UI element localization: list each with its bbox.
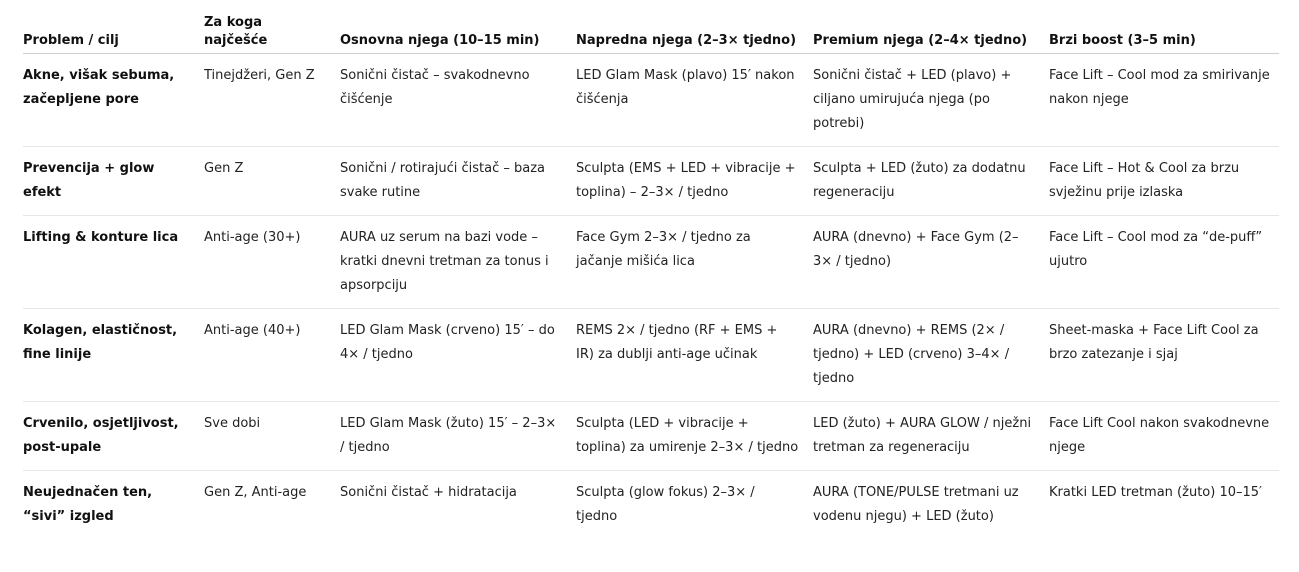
cell-audience: Anti-age (40+) xyxy=(204,322,301,338)
table-row xyxy=(23,53,1279,146)
cell-audience: Gen Z, Anti-age xyxy=(204,484,307,500)
table-row xyxy=(23,470,1279,539)
cell-boost: Face Lift – Cool mod za “de-puff” ujutro xyxy=(1049,229,1263,269)
cell-premium: Sculpta + LED (žuto) za dodatnu regeneraciju xyxy=(813,160,1026,200)
cell-problem: Akne, višak sebuma, začepljene pore xyxy=(23,67,175,107)
cell-advanced: Face Gym 2–3× / tjedno za jačanje mišića lica xyxy=(576,229,751,269)
cell-audience: Anti-age (30+) xyxy=(204,229,301,245)
cell-basic: Sonični / rotirajući čistač – baza svake rutine xyxy=(340,160,545,200)
cell-audience: Gen Z xyxy=(204,160,244,176)
table-row xyxy=(23,146,1279,215)
cell-premium: LED (žuto) + AURA GLOW / nježni tretman za regeneraciju xyxy=(813,415,1032,455)
cell-problem: Crvenilo, osjetljivost, post-upale xyxy=(23,415,179,455)
cell-advanced: Sculpta (glow fokus) 2–3× / tjedno xyxy=(576,484,755,524)
cell-basic: LED Glam Mask (crveno) 15′ – do 4× / tjedno xyxy=(340,322,555,362)
cell-advanced: LED Glam Mask (plavo) 15′ nakon čišćenja xyxy=(576,67,795,107)
cell-boost: Kratki LED tretman (žuto) 10–15′ xyxy=(1049,484,1262,500)
cell-premium: Sonični čistač + LED (plavo) + ciljano umirujuća njega (po potrebi) xyxy=(813,67,1012,131)
cell-problem: Prevencija + glow efekt xyxy=(23,160,155,200)
cell-audience: Sve dobi xyxy=(204,415,261,431)
cell-premium: AURA (dnevno) + Face Gym (2–3× / tjedno) xyxy=(813,229,1019,269)
cell-basic: Sonični čistač – svakodnevno čišćenje xyxy=(340,67,530,107)
table-row xyxy=(23,308,1279,401)
cell-premium: AURA (dnevno) + REMS (2× / tjedno) + LED (crveno) 3–4× / tjedno xyxy=(813,322,1010,386)
cell-boost: Face Lift Cool nakon svakodnevne njege xyxy=(1049,415,1270,455)
cell-basic: Sonični čistač + hidratacija xyxy=(340,484,517,500)
cell-boost: Sheet-maska + Face Lift Cool za brzo zatezanje i sjaj xyxy=(1049,322,1259,362)
cell-problem: Lifting & konture lica xyxy=(23,229,179,245)
header-basic-care: Osnovna njega (10–15 min) xyxy=(340,32,540,48)
header-quick-boost: Brzi boost (3–5 min) xyxy=(1049,32,1196,48)
table-header xyxy=(23,0,1279,53)
header-problem: Problem / cilj xyxy=(23,32,119,48)
skincare-routine-table xyxy=(23,0,1279,539)
header-premium-care: Premium njega (2–4× tjedno) xyxy=(813,32,1028,48)
cell-premium: AURA (TONE/PULSE tretmani uz vodenu njegu) + LED (žuto) xyxy=(813,484,1019,524)
header-audience: Za koga najčešće xyxy=(204,14,268,48)
cell-advanced: Sculpta (LED + vibracije + toplina) za umirenje 2–3× / tjedno xyxy=(576,415,799,455)
cell-basic: AURA uz serum na bazi vode – kratki dnevni tretman za tonus i apsorpciju xyxy=(340,229,549,293)
table-body xyxy=(23,53,1279,539)
cell-problem: Kolagen, elastičnost, fine linije xyxy=(23,322,178,362)
cell-advanced: REMS 2× / tjedno (RF + EMS + IR) za dublji anti-age učinak xyxy=(576,322,778,362)
cell-problem: Neujednačen ten, “sivi” izgled xyxy=(23,484,153,524)
cell-boost: Face Lift – Hot & Cool za brzu svježinu prije izlaska xyxy=(1049,160,1240,200)
header-row xyxy=(23,0,1279,53)
cell-advanced: Sculpta (EMS + LED + vibracije + toplina) – 2–3× / tjedno xyxy=(576,160,796,200)
cell-basic: LED Glam Mask (žuto) 15′ – 2–3× / tjedno xyxy=(340,415,557,455)
cell-audience: Tinejdžeri, Gen Z xyxy=(204,67,315,83)
table-row xyxy=(23,215,1279,308)
table-row xyxy=(23,401,1279,470)
comparison-table-container xyxy=(23,0,1279,539)
header-advanced-care: Napredna njega (2–3× tjedno) xyxy=(576,32,797,48)
cell-boost: Face Lift – Cool mod za smirivanje nakon njege xyxy=(1049,67,1270,107)
